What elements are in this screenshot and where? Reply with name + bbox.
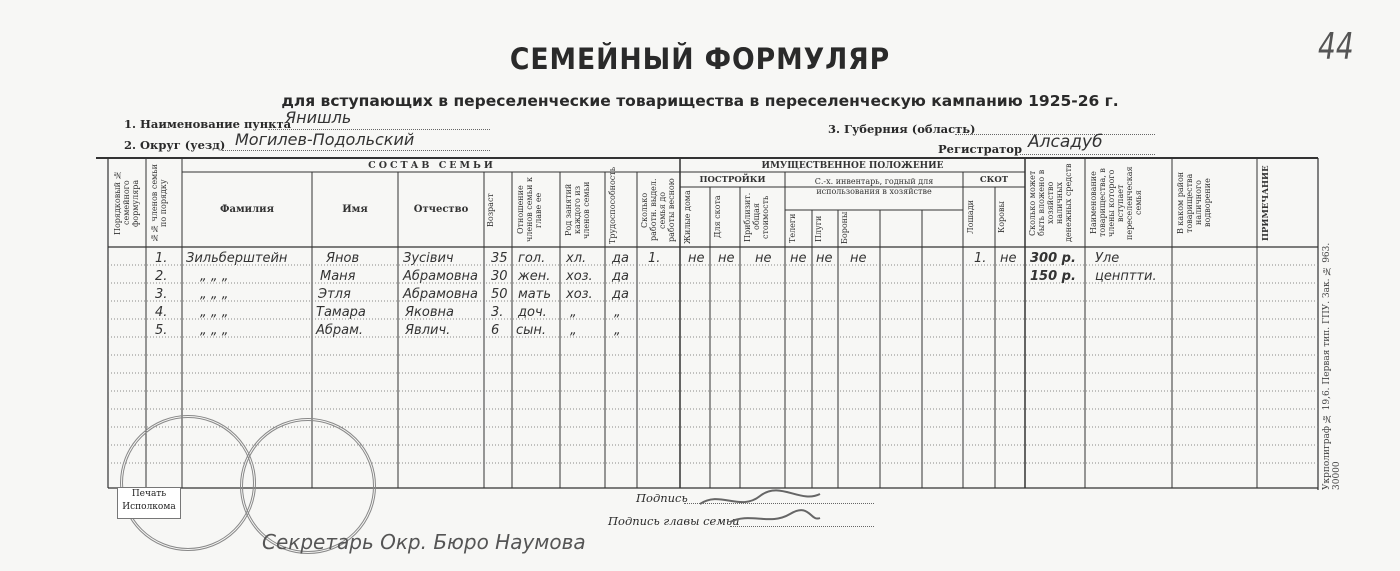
ploughs-header: Плуги xyxy=(814,215,823,242)
property-group-header: ИМУЩЕСТВЕННОЕ ПОЛОЖЕНИЕ xyxy=(761,161,944,171)
occupation-cell: хоз. xyxy=(566,269,593,284)
workability-cell: да xyxy=(612,269,629,284)
relation-cell: гол. xyxy=(518,251,546,266)
patronymic-cell: Абрамовна xyxy=(403,269,479,284)
carts-cell: не xyxy=(790,251,807,266)
cattle-sheds-header: Для скота xyxy=(713,195,722,239)
registrar-value: Алсадуб xyxy=(1028,132,1103,152)
secretary-note: Секретарь Окр. Бюро Наумова xyxy=(262,530,586,554)
surname-cell: Зильберштейн xyxy=(186,251,288,266)
name-cell: Янов xyxy=(326,251,360,266)
name-cell: Тамара xyxy=(316,305,366,320)
livestock-group-header: СКОТ xyxy=(979,175,1009,185)
family-group-header: СОСТАВ СЕМЬИ xyxy=(368,160,496,171)
workability-cell: да xyxy=(612,251,629,266)
cows-cell: не xyxy=(1000,251,1017,266)
harrows-header: Бороны xyxy=(840,211,849,244)
occupation-cell: хоз. xyxy=(566,287,593,302)
harrows-cell: не xyxy=(850,251,867,266)
workability-cell: „ xyxy=(614,323,621,338)
approx-value-header: Приблизит. общая стоимость xyxy=(743,192,770,242)
age-cell: 6 xyxy=(491,323,500,338)
age-cell: 50 xyxy=(491,287,508,302)
district-value: Могилев-Подольский xyxy=(235,130,415,149)
member-no-header: №№ членов семьи по порядку xyxy=(150,164,168,242)
settlement-label: 1. Наименование пункта xyxy=(124,117,292,131)
document-title: СЕМЕЙНЫЙ ФОРМУЛЯР xyxy=(509,42,891,76)
surname-cell: „ „ „ xyxy=(200,323,229,338)
cash-cell: 150 р. xyxy=(1030,269,1076,284)
workers-count-header: Сколько работн. выдел. семья до работы весною xyxy=(640,178,676,242)
member-no-cell: 2. xyxy=(155,269,168,284)
relation-cell: жен. xyxy=(518,269,551,284)
handwritten-signature xyxy=(690,482,890,532)
serial-no-header: Порядковый № семейного формуляра xyxy=(113,170,140,236)
name-cell: Этля xyxy=(318,287,351,302)
relation-header: Отношение членов семьи к главе ее xyxy=(516,177,543,243)
print-note: Укрполиграф № 19,6. Первая тип. ГПУ. Зак. № 963. 30000 xyxy=(1322,242,1342,490)
registrar-label: Регистратор xyxy=(938,142,1022,156)
partnership-cell: Уле xyxy=(1095,251,1120,266)
relation-cell: доч. xyxy=(518,305,547,320)
sheds-cell: не xyxy=(718,251,735,266)
document-subtitle: для вступающих в переселенческие товарищества в переселенческую кампанию 1925-26 г. xyxy=(281,92,1119,110)
settlement-value: Янишль xyxy=(285,108,352,127)
value-cell: не xyxy=(755,251,772,266)
surname-cell: „ „ „ xyxy=(200,269,229,284)
stamp-seal-left xyxy=(120,415,256,551)
relation-cell: сын. xyxy=(516,323,547,338)
head-signature-label: Подпись главы семьи xyxy=(608,514,740,528)
name-cell: Абрам. xyxy=(316,323,364,338)
surname-header: Фамилия xyxy=(220,204,274,215)
workability-header: Трудоспособность xyxy=(608,166,617,244)
surname-cell: „ „ „ xyxy=(200,287,229,302)
horses-cell: 1. xyxy=(974,251,987,266)
occupation-cell: „ xyxy=(570,305,577,320)
member-no-cell: 4. xyxy=(155,305,168,320)
member-no-cell: 1. xyxy=(155,251,168,266)
name-header: Имя xyxy=(342,204,368,215)
age-cell: 30 xyxy=(491,269,508,284)
cows-header: Коровы xyxy=(997,201,1006,233)
age-cell: 35 xyxy=(491,251,508,266)
province-label: 3. Губерния (область) xyxy=(828,122,976,136)
district-reserved-header: В каком район товарищества наличного водворение xyxy=(1176,171,1212,235)
remarks-header: ПРИМЕЧАНИЕ xyxy=(1261,165,1271,241)
houses-cell: не xyxy=(688,251,705,266)
signature-label: Подпись xyxy=(636,491,688,505)
horses-header: Лошади xyxy=(966,200,975,234)
inventory-group-header: С.-х. инвентарь, годный для использования в хозяйстве xyxy=(814,177,934,196)
relation-cell: мать xyxy=(518,287,552,302)
houses-header: Жилые дома xyxy=(683,190,692,244)
page-number: 44 xyxy=(1318,25,1354,68)
ploughs-cell: не xyxy=(816,251,833,266)
workers-count-cell: 1. xyxy=(648,251,661,266)
district-label: 2. Округ (уезд) xyxy=(124,138,226,152)
occupation-cell: хл. xyxy=(566,251,587,266)
partnership-cell: ценптти. xyxy=(1095,269,1157,284)
name-cell: Маня xyxy=(320,269,356,284)
workability-cell: да xyxy=(612,287,629,302)
occupation-cell: „ xyxy=(570,323,577,338)
member-no-cell: 5. xyxy=(155,323,168,338)
workability-cell: „ xyxy=(614,305,621,320)
cash-cell: 300 р. xyxy=(1030,251,1076,266)
cash-header: Сколько может быть вложено в хозяйство наличных денежных средств xyxy=(1028,163,1073,243)
age-cell: 3. xyxy=(491,305,504,320)
member-no-cell: 3. xyxy=(155,287,168,302)
age-header: Возраст xyxy=(486,193,495,227)
stamp-box: Печать Исполкома xyxy=(117,487,181,519)
surname-cell: „ „ „ xyxy=(200,305,229,320)
patronymic-cell: Явлич. xyxy=(405,323,451,338)
occupation-header: Род занятий каждого из членов семьи xyxy=(564,181,591,239)
patronymic-cell: Абрамовна xyxy=(403,287,479,302)
patronymic-header: Отчество xyxy=(413,204,469,215)
patronymic-cell: Зусiвич xyxy=(403,251,454,266)
patronymic-cell: Яковна xyxy=(405,305,454,320)
carts-header: Телеги xyxy=(788,213,797,244)
buildings-group-header: ПОСТРОЙКИ xyxy=(699,175,766,185)
partnership-header: Наименование товарищества, в члены которого вступает переселенческая семья xyxy=(1089,166,1143,240)
